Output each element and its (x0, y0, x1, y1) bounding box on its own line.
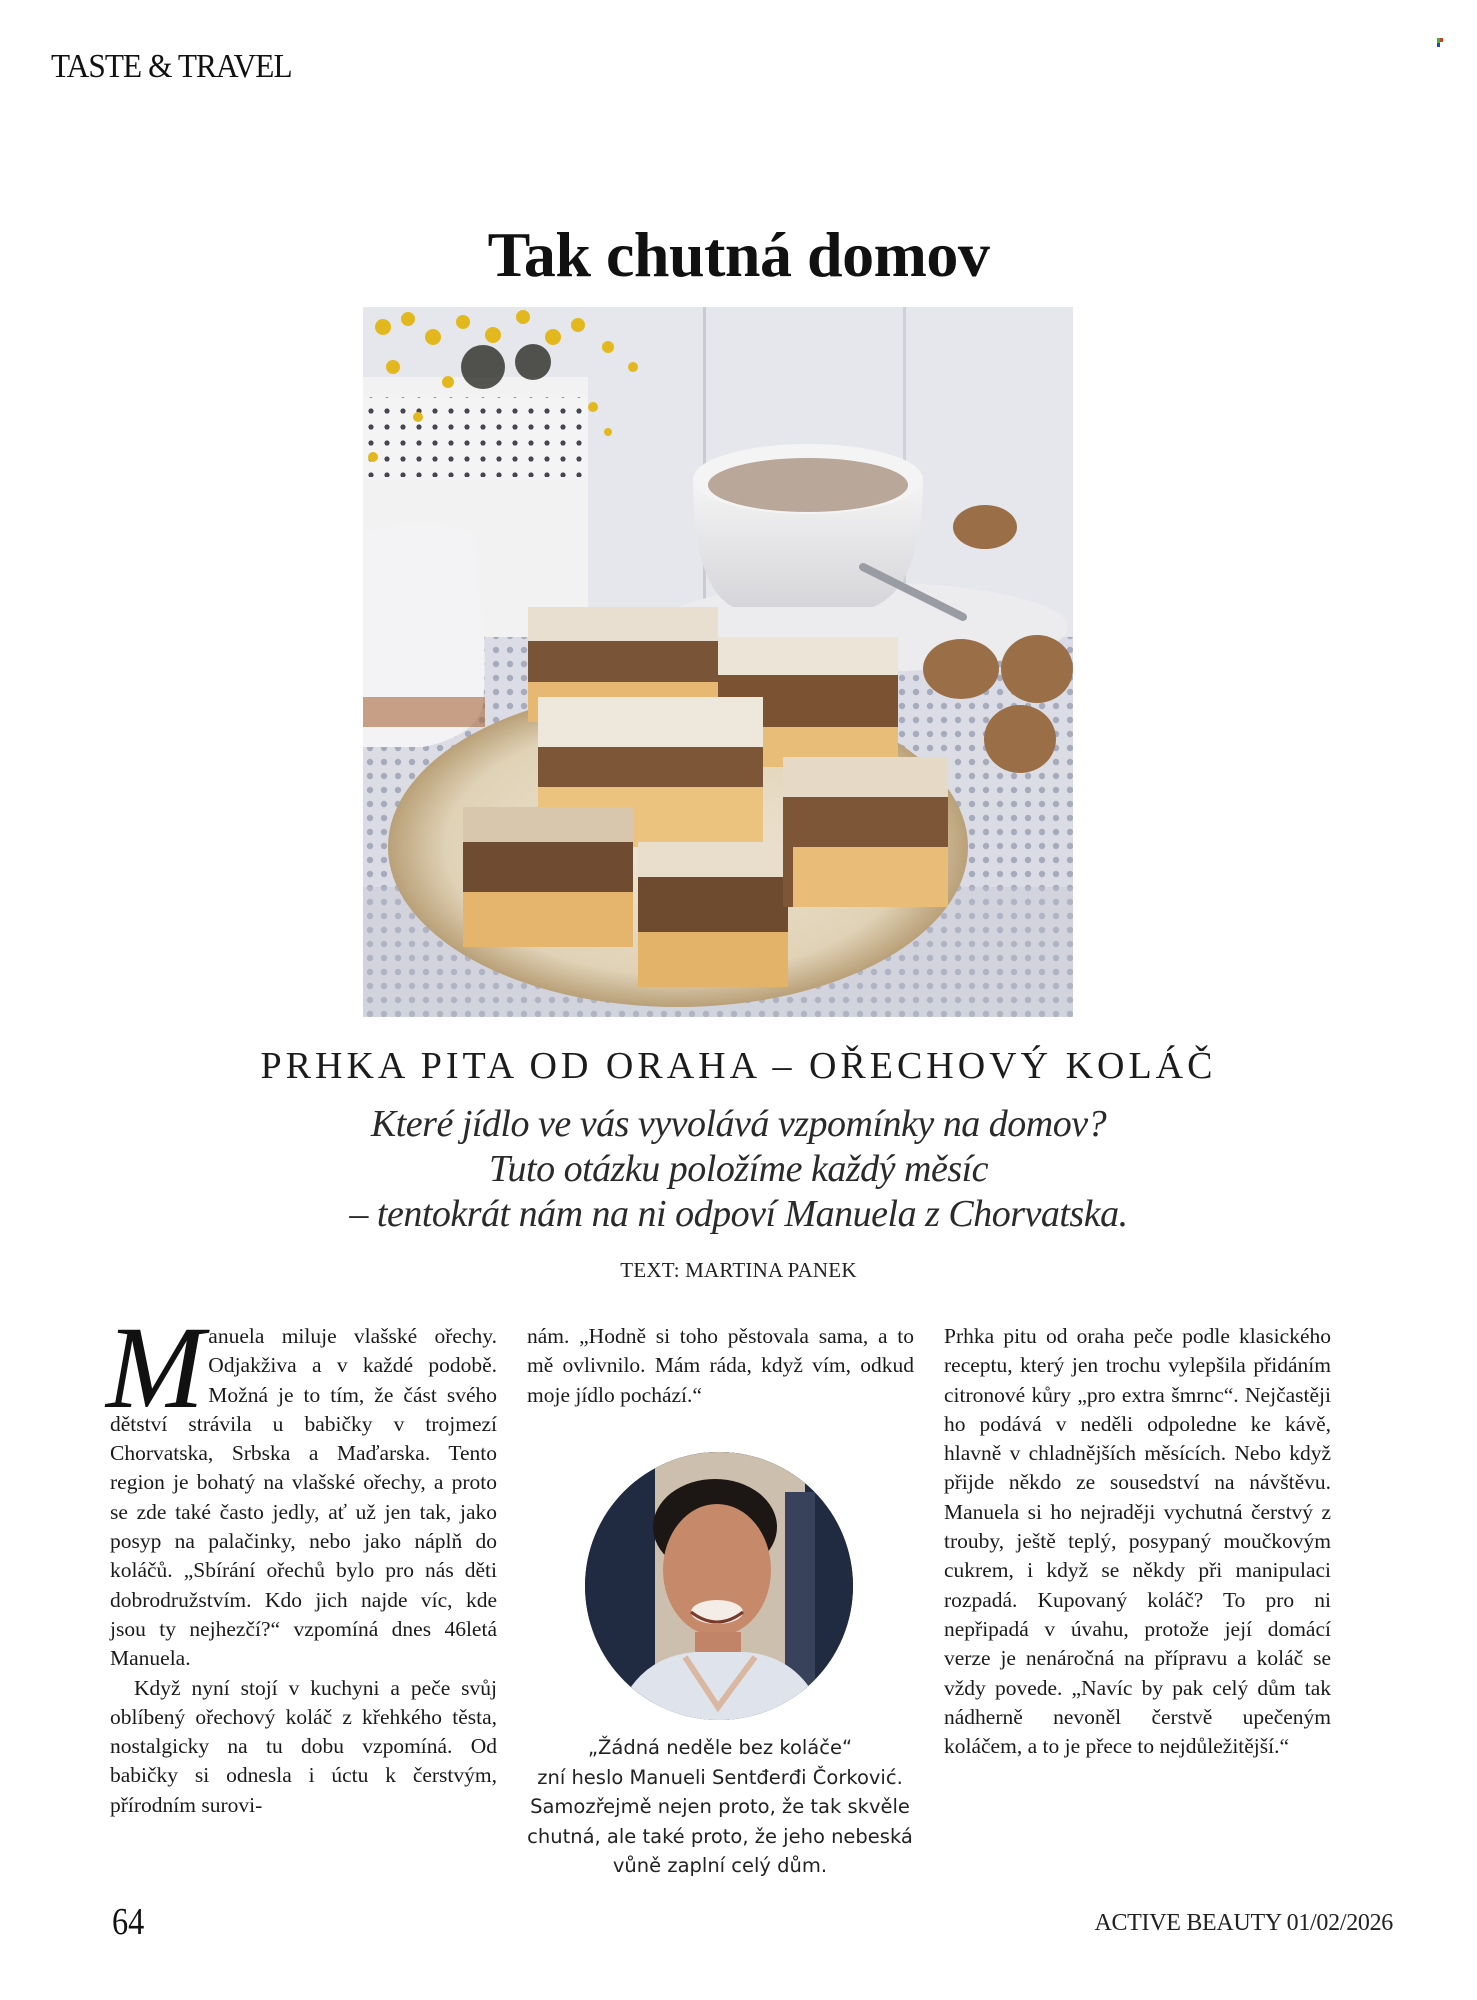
article-column-1 (106, 1302, 497, 1820)
section-label: TASTE & TRAVEL (51, 48, 292, 85)
hero-photo-walnut-cake (363, 307, 1073, 1017)
portrait-photo-manuela (585, 1452, 853, 1720)
article-column-3 (944, 1322, 1331, 1761)
page-number: 64 (112, 1901, 145, 1943)
article-column-2 (527, 1322, 914, 1410)
paragraph: nám. „Hodně si toho pěstovala sama, a to mě ovlivnilo. Mám ráda, když vím, odkud moje jídlo pochází.“ (527, 1324, 914, 1407)
cake-illustration (363, 307, 1073, 1017)
color-registration-mark (1437, 38, 1443, 47)
caption-line: Samozřejmě nejen proto, že tak skvěle (530, 1795, 910, 1818)
intro-lede (0, 1102, 1477, 1237)
caption-line: „Žádná neděle bez koláče“ (587, 1736, 853, 1759)
page-title: Tak chutná domov (487, 219, 990, 290)
drop-cap: M (106, 1302, 205, 1433)
intro-line: Které jídlo ve vás vyvolává vzpomínky na domov? (370, 1103, 1107, 1145)
intro-line: – tentokrát nám na ni odpoví Manuela z Chorvatska. (349, 1193, 1128, 1235)
paragraph: Prhka pitu od oraha peče podle klasického receptu, který jen trochu vylepšila přidáním citronové kůry „pro extra šmrnc“. Nejčastěji ho podává v neděli odpoledne ke kávě, hlavně v chladnějších měsících. Nebo když přijde někdo ze sousedství na návštěvu. Manuela si ho nejraději vychutná čerstvý z trouby, ještě teplý, posypaný moučkovým cukrem, i když se někdy při manipulaci rozpadá. Kupovaný koláč? To pro ni nepřipadá v úvahu, protože její domácí verze je nenáročná na přípravu a koláč se vždy povede. „Navíc by pak celý dům tak nádherně nevoněl čerstvě upečeným koláčem, a to je přece to nejdůležitější.“ (944, 1324, 1331, 1759)
recipe-title: PRHKA PITA OD ORAHA – OŘECHOVÝ KOLÁČ (260, 1045, 1217, 1087)
caption-line: chutná, ale také proto, že jeho nebeská (527, 1824, 913, 1848)
paragraph (106, 1302, 497, 1674)
paragraph-text: anuela miluje vlašské ořechy. Odjakživa a v každé podobě. Možná je to tím, že část svého dětství strávila u babičky v trojmezí Chorvatska, Srbska a Maďarska. Tento region je bohatý na vlašské ořechy, a proto se zde také často jedly, ať už jen tak, jako posyp na palačinky, nebo jako náplň do koláčů. „Sbírání ořechů bylo pro nás děti dobrodružstvím. Kdo jich najde víc, kde jsou ty nejhezčí?“ vzpomíná dnes 46letá Manuela. (110, 1324, 497, 1671)
byline: TEXT: MARTINA PANEK (620, 1258, 857, 1282)
portrait-caption (505, 1733, 935, 1881)
issue-info: ACTIVE BEAUTY 01/02/2026 (1094, 1910, 1393, 1936)
caption-line: vůně zaplní celý dům. (612, 1854, 828, 1877)
portrait-illustration (585, 1452, 853, 1720)
paragraph: Když nyní stojí v kuchyni a peče svůj oblíbený ořechový koláč z křehkého těsta, nostalgicky na tu dobu vzpomíná. Od babičky si odnesla i úctu k čerstvým, přírodním surovi- (110, 1675, 497, 1817)
intro-line: Tuto otázku položíme každý měsíc (488, 1148, 989, 1190)
caption-line: zní heslo Manueli Sentđerđi Čorković. (537, 1765, 903, 1789)
